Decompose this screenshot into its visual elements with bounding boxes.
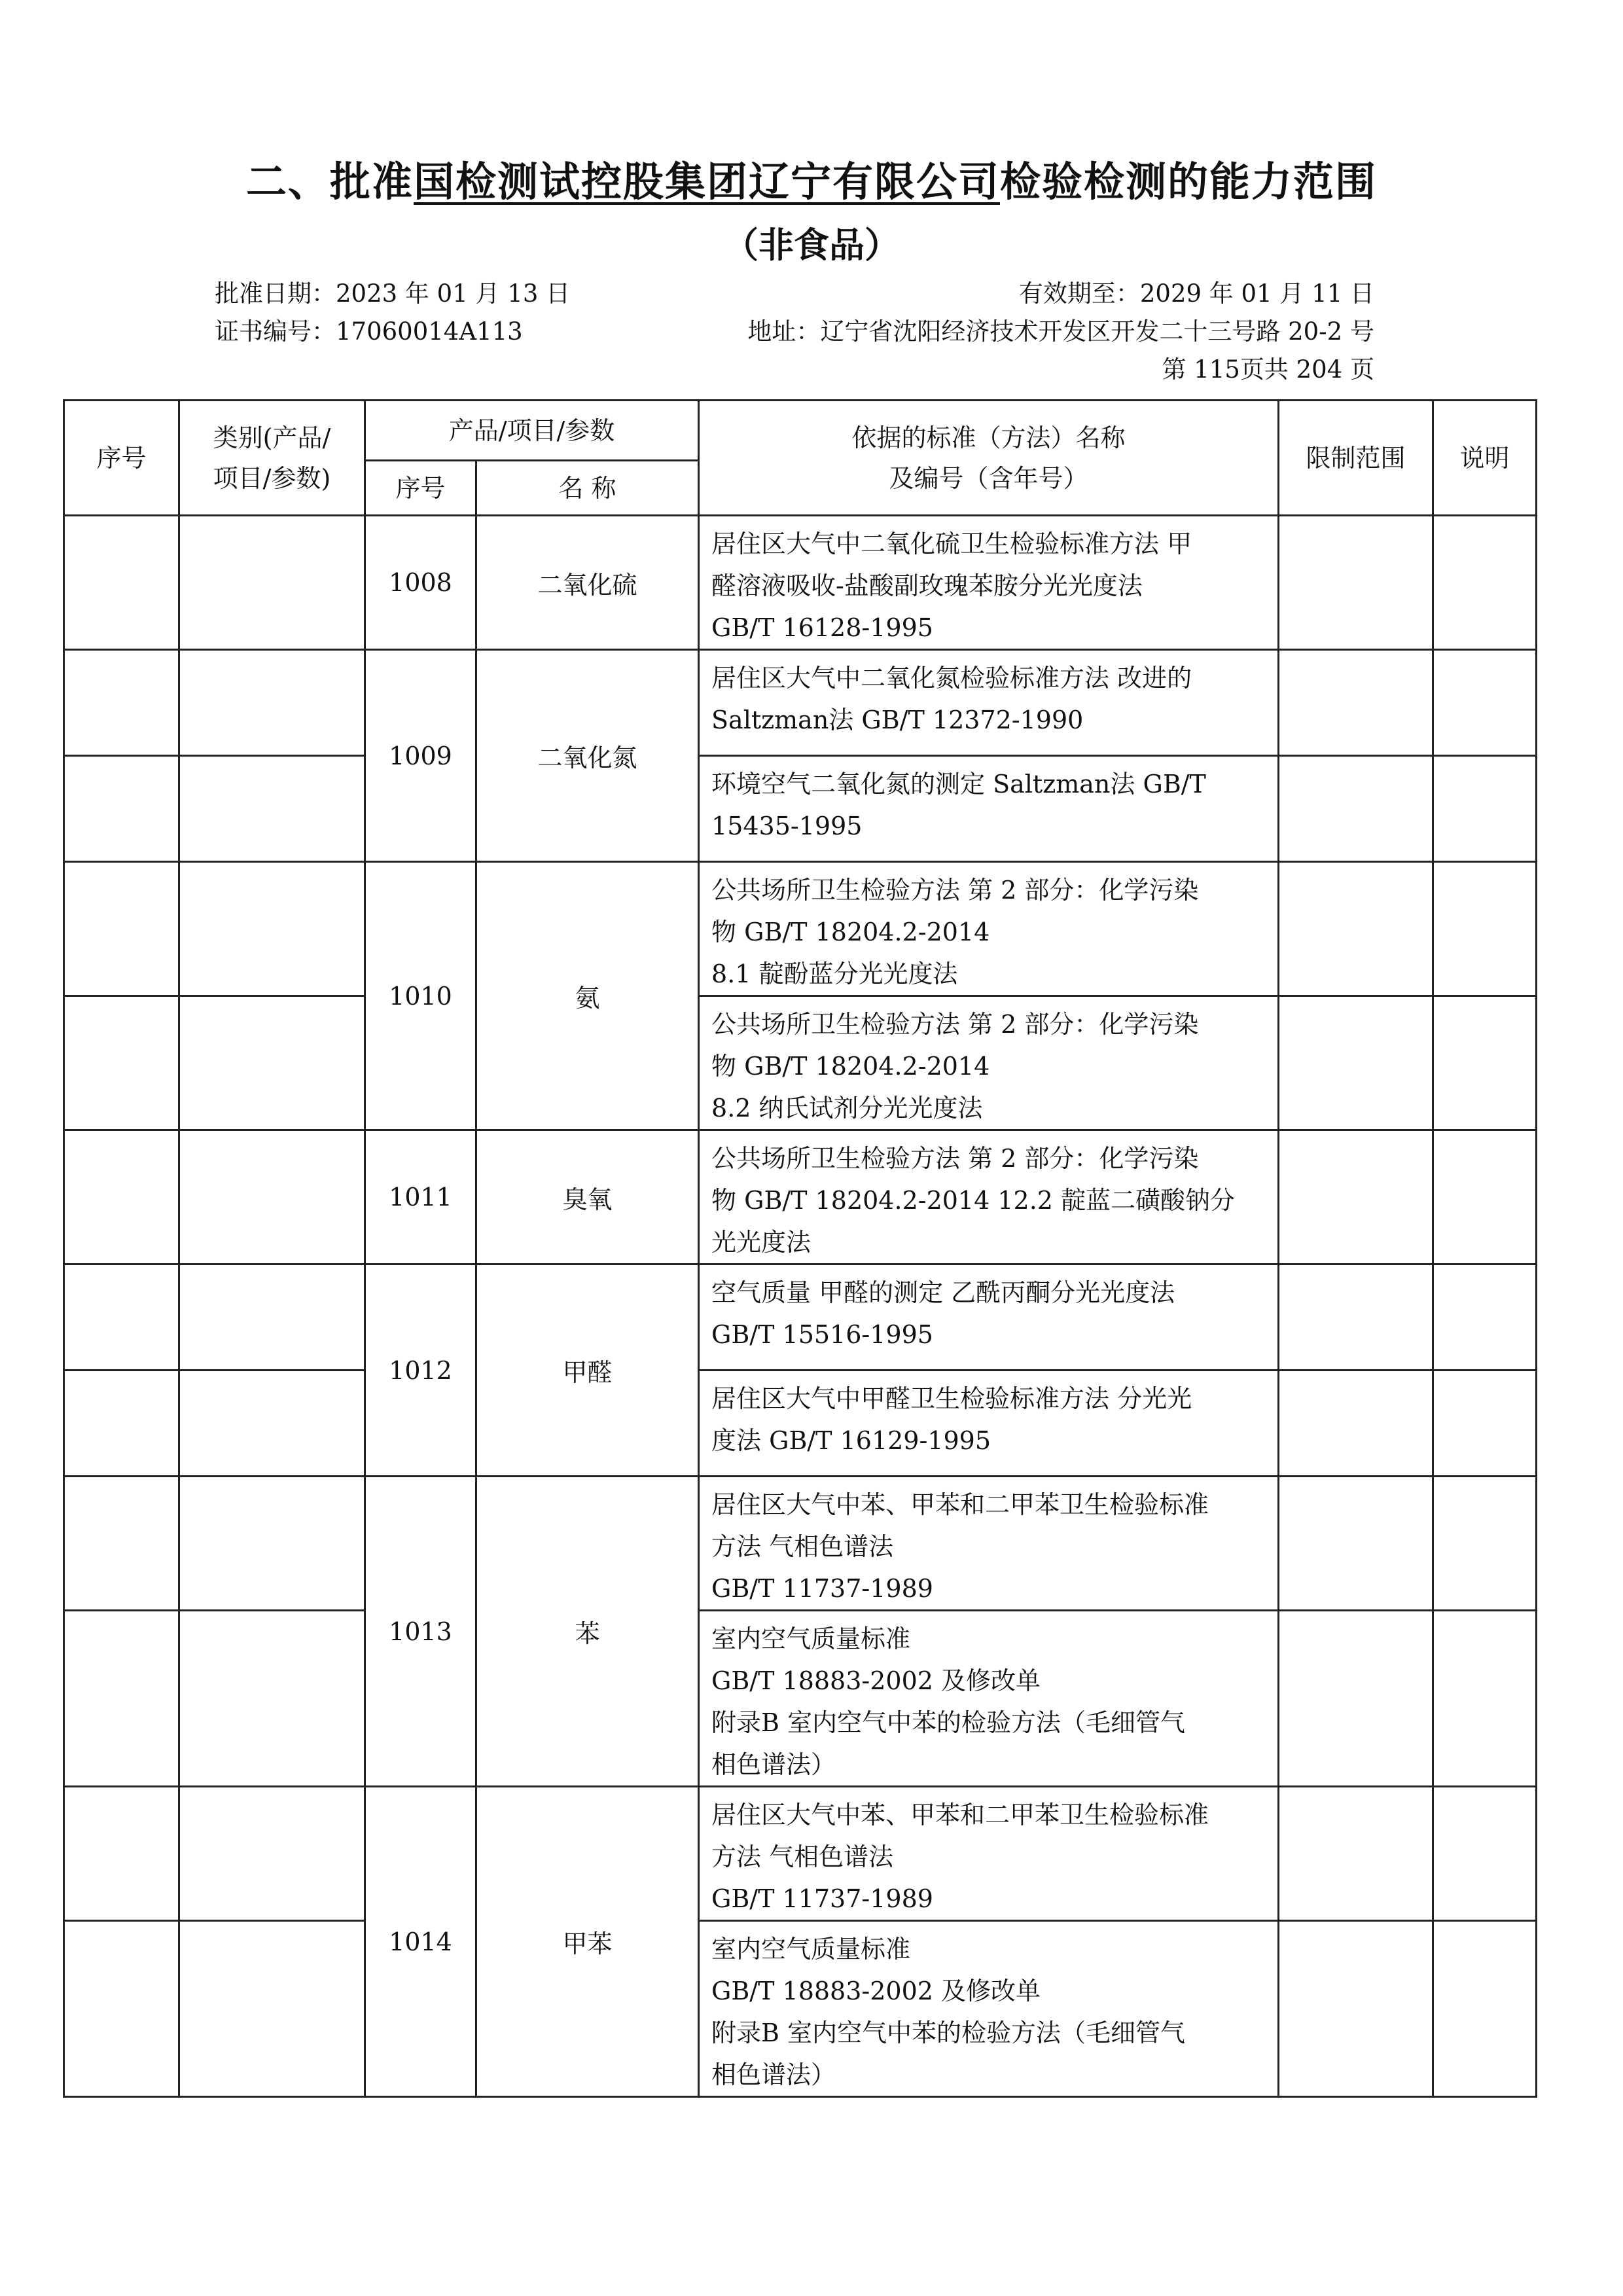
standard-cell — [699, 1921, 1279, 2097]
note-cell — [1433, 1611, 1537, 1787]
limit-cell — [1279, 1477, 1433, 1611]
organization-name: 国检测试控股集团辽宁有限公司 — [413, 158, 1000, 206]
standard-line: 相色谱法） — [711, 1750, 836, 1779]
standard-line: GB/T 15516-1995 — [711, 1320, 933, 1349]
header-standard-line-2: 及编号（含年号） — [889, 463, 1088, 493]
standard-line: Saltzman法 GB/T 12372-1990 — [711, 706, 1084, 734]
seq-cell — [64, 1130, 179, 1265]
note-cell — [1433, 1477, 1537, 1611]
table-row — [64, 862, 1537, 996]
standard-line: 居住区大气中二氧化硫卫生检验标准方法 甲 — [711, 529, 1192, 558]
standard-line: 光光度法 — [711, 1228, 812, 1257]
table-body — [64, 516, 1537, 2097]
standard-line: 物 GB/T 18204.2-2014 — [711, 918, 990, 946]
standard-line: GB/T 18883-2002 及修改单 — [711, 1977, 1041, 2005]
table-row — [64, 516, 1537, 650]
note-cell — [1433, 1921, 1537, 2097]
seq-cell — [64, 1611, 179, 1787]
item-number: 1011 — [365, 1130, 476, 1265]
valid-until: 有效期至：2029 年 01 月 11 日 — [1018, 279, 1374, 308]
note-cell — [1433, 1130, 1537, 1265]
item-name: 甲苯 — [476, 1787, 699, 2097]
seq-cell — [64, 1477, 179, 1611]
standard-line: GB/T 11737-1989 — [711, 1884, 933, 1913]
item-number: 1013 — [365, 1477, 476, 1787]
note-cell — [1433, 1371, 1537, 1477]
category-cell — [179, 1371, 365, 1477]
capability-table — [63, 399, 1537, 2098]
limit-cell — [1279, 1265, 1433, 1371]
standard-line: 醛溶液吸收-盐酸副玫瑰苯胺分光光度法 — [711, 571, 1143, 600]
seq-cell — [64, 1371, 179, 1477]
category-cell — [179, 516, 365, 650]
note-cell — [1433, 996, 1537, 1130]
standard-line: 居住区大气中苯、甲苯和二甲苯卫生检验标准 — [711, 1490, 1209, 1519]
table-row — [64, 650, 1537, 756]
header-category — [179, 401, 365, 516]
standard-line: 空气质量 甲醛的测定 乙酰丙酮分光光度法 — [711, 1278, 1175, 1307]
table-row — [64, 1921, 1537, 2097]
item-name: 甲醛 — [476, 1265, 699, 1477]
standard-line: 居住区大气中苯、甲苯和二甲苯卫生检验标准 — [711, 1801, 1209, 1829]
standard-cell — [699, 1787, 1279, 1921]
header-limit: 限制范围 — [1279, 401, 1433, 516]
page-number: 第 115页共 204 页 — [1162, 355, 1374, 384]
item-number: 1010 — [365, 862, 476, 1130]
standard-line: GB/T 18883-2002 及修改单 — [711, 1666, 1041, 1695]
header-category-line-1: 类别(产品/ — [213, 423, 331, 452]
category-cell — [179, 1787, 365, 1921]
seq-cell — [64, 862, 179, 996]
standard-line: 室内空气质量标准 — [711, 1624, 911, 1653]
limit-cell — [1279, 862, 1433, 996]
item-name: 二氧化氮 — [476, 650, 699, 862]
table-row — [64, 756, 1537, 862]
standard-cell — [699, 516, 1279, 650]
standard-line: 方法 气相色谱法 — [711, 1842, 894, 1871]
seq-cell — [64, 516, 179, 650]
standard-line: 居住区大气中甲醛卫生检验标准方法 分光光 — [711, 1384, 1192, 1413]
standard-line: 物 GB/T 18204.2-2014 12.2 靛蓝二磺酸钠分 — [711, 1186, 1236, 1215]
note-cell — [1433, 650, 1537, 756]
document-title — [0, 149, 1623, 207]
item-number: 1014 — [365, 1787, 476, 2097]
note-cell — [1433, 862, 1537, 996]
item-name: 苯 — [476, 1477, 699, 1787]
standard-line: 15435-1995 — [711, 812, 863, 840]
standard-line: 附录B 室内空气中苯的检验方法（毛细管气 — [711, 1708, 1186, 1737]
standard-cell — [699, 1265, 1279, 1371]
standard-line: 物 GB/T 18204.2-2014 — [711, 1052, 990, 1081]
limit-cell — [1279, 1130, 1433, 1265]
category-cell — [179, 756, 365, 862]
item-number: 1008 — [365, 516, 476, 650]
header-note: 说明 — [1433, 401, 1537, 516]
header-standard-line-1: 依据的标准（方法）名称 — [851, 423, 1126, 452]
approval-date: 批准日期：2023 年 01 月 13 日 — [215, 279, 571, 308]
seq-cell — [64, 1787, 179, 1921]
note-cell — [1433, 516, 1537, 650]
standard-line: 居住区大气中二氧化氮检验标准方法 改进的 — [711, 664, 1192, 692]
header-name: 名 称 — [476, 461, 699, 516]
table-row — [64, 1477, 1537, 1611]
limit-cell — [1279, 1787, 1433, 1921]
standard-cell — [699, 1130, 1279, 1265]
standard-line: 相色谱法） — [711, 2060, 836, 2089]
item-name: 氨 — [476, 862, 699, 1130]
standard-line: 公共场所卫生检验方法 第 2 部分：化学污染 — [711, 1144, 1199, 1173]
document-subtitle: （非食品） — [723, 224, 900, 266]
standard-line: GB/T 11737-1989 — [711, 1574, 933, 1603]
note-cell — [1433, 756, 1537, 862]
standard-line: 附录B 室内空气中苯的检验方法（毛细管气 — [711, 2018, 1186, 2047]
standard-cell — [699, 650, 1279, 756]
category-cell — [179, 1265, 365, 1371]
standard-cell — [699, 862, 1279, 996]
category-cell — [179, 862, 365, 996]
standard-line: 室内空气质量标准 — [711, 1935, 911, 1964]
limit-cell — [1279, 996, 1433, 1130]
item-name: 二氧化硫 — [476, 516, 699, 650]
standard-line: 8.1 靛酚蓝分光光度法 — [711, 960, 958, 988]
limit-cell — [1279, 516, 1433, 650]
limit-cell — [1279, 650, 1433, 756]
standard-cell — [699, 1611, 1279, 1787]
standard-line: 公共场所卫生检验方法 第 2 部分：化学污染 — [711, 876, 1199, 905]
item-number: 1012 — [365, 1265, 476, 1477]
header-sub-seq: 序号 — [365, 461, 476, 516]
note-cell — [1433, 1265, 1537, 1371]
category-cell — [179, 1477, 365, 1611]
standard-cell — [699, 756, 1279, 862]
header-standard — [699, 401, 1279, 516]
standard-line: 方法 气相色谱法 — [711, 1532, 894, 1561]
title-prefix: 二、批准 — [245, 158, 414, 206]
standard-cell — [699, 1477, 1279, 1611]
seq-cell — [64, 1265, 179, 1371]
item-name: 臭氧 — [476, 1130, 699, 1265]
lab-address: 地址：辽宁省沈阳经济技术开发区开发二十三号路 20-2 号 — [747, 317, 1374, 346]
category-cell — [179, 650, 365, 756]
seq-cell — [64, 650, 179, 756]
limit-cell — [1279, 1921, 1433, 2097]
category-cell — [179, 1921, 365, 2097]
seq-cell — [64, 1921, 179, 2097]
item-number: 1009 — [365, 650, 476, 862]
table-row — [64, 1787, 1537, 1921]
standard-line: 度法 GB/T 16129-1995 — [711, 1426, 991, 1455]
certificate-number: 证书编号：17060014A113 — [215, 317, 523, 346]
limit-cell — [1279, 1611, 1433, 1787]
table-row — [64, 1611, 1537, 1787]
seq-cell — [64, 996, 179, 1130]
table-row — [64, 1265, 1537, 1371]
header-seq: 序号 — [64, 401, 179, 516]
seq-cell — [64, 756, 179, 862]
title-suffix: 检验检测的能力范围 — [1000, 158, 1378, 206]
standard-line: 公共场所卫生检验方法 第 2 部分：化学污染 — [711, 1010, 1199, 1039]
header-category-line-2: 项目/参数) — [213, 463, 331, 493]
table-row — [64, 1371, 1537, 1477]
header-product-group: 产品/项目/参数 — [365, 401, 699, 461]
standard-cell — [699, 1371, 1279, 1477]
note-cell — [1433, 1787, 1537, 1921]
category-cell — [179, 1130, 365, 1265]
standard-line: 环境空气二氧化氮的测定 Saltzman法 GB/T — [711, 770, 1206, 798]
category-cell — [179, 996, 365, 1130]
standard-cell — [699, 996, 1279, 1130]
table-row — [64, 996, 1537, 1130]
standard-line: 8.2 纳氏试剂分光光度法 — [711, 1094, 983, 1122]
standard-line: GB/T 16128-1995 — [711, 613, 933, 642]
limit-cell — [1279, 756, 1433, 862]
category-cell — [179, 1611, 365, 1787]
limit-cell — [1279, 1371, 1433, 1477]
table-row — [64, 1130, 1537, 1265]
